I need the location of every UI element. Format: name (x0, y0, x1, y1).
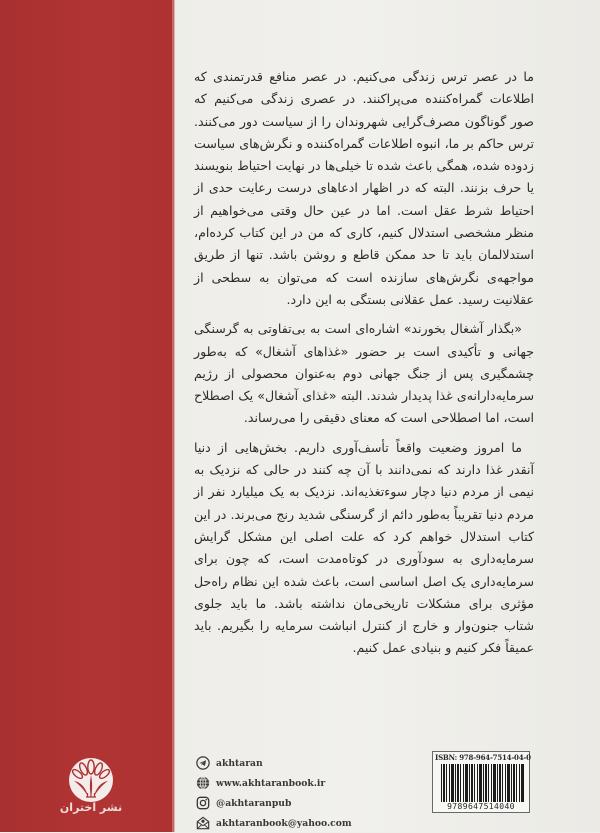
contact-instagram-label: @akhtaranpub (216, 797, 292, 809)
contact-telegram[interactable] (196, 753, 396, 773)
telegram-icon (196, 756, 210, 770)
globe-icon (196, 776, 210, 790)
email-icon (196, 816, 210, 830)
blurb-paragraph-2: «بگذار آشغال بخورند» اشاره‌ای است به بی‌تفاوتی به گرسنگی جهانی و تأکیدی است بر حضور «غذاهای آشغال» که به‌طور چشمگیری پس از جنگ جهانی دوم به‌عنوان محصولی از رژیم سرمایه‌دارانه‌ی غذا پدیدار شدند. البته «غذای آشغال» یک اصطلاح است، اما اصطلاحی است که معنای دقیقی را می‌رساند. (194, 321, 534, 426)
contact-telegram-label: akhtaran (216, 757, 263, 769)
publisher-logo-icon (68, 757, 114, 803)
barcode-bars (441, 764, 525, 802)
blurb-paragraph-1: ما در عصر ترس زندگی می‌کنیم. در عصر منافع قدرتمندی که اطلاعات گمراه‌کننده می‌پراکنند. در عصری زندگی می‌کنیم که صور گوناگون مصرف‌گرایی شهروندان را از سیاست دور می‌کنند. ترس حاکم بر ما، انبوه اطلاعات گمراه‌کننده و نگرش‌های سیاست زدوده شده، همگی باعث شده تا خیلی‌ها در نهایت احتیاط بنویسند یا حرف بزنند. البته که در اظهار ادعاهای درست رعایت حدی از احتیاط شرط عقل است. اما در عین حال وقتی می‌خواهیم از منظر مشخصی استدلال کنیم، کاری که من در این کتاب کرده‌ام، استدلالمان باید تا حد ممکن قاطع و روشن باشد. تنها از طریق مواجهه‌ی نگرش‌های سازنده است که می‌توان به سطحی از عقلانیت رسید. عمل عقلانی بستگی به این دارد. (194, 69, 534, 307)
contact-email[interactable] (196, 813, 396, 833)
back-cover-blurb (194, 66, 534, 660)
blurb-paragraph-3: ما امروز وضعیت واقعاً تأسف‌آوری داریم. بخش‌هایی از دنیا آنقدر غذا دارند که نمی‌دانند با آن چه کنند در حالی که نزدیک به نیمی از مردم دنیا دچار سوءتغذیه‌اند. نزدیک به یک میلیارد نفر از مردم دنیا تقریباً به‌طور دائم از گرسنگی شدید رنج می‌برند. در این کتاب استدلال خواهم کرد که علت اصلی این مشکل گرایش سرمایه‌داری به سودآوری در کوتاه‌مدت است، که چون برای سرمایه‌داری یک اصل اساسی است، باعث شده این نظام راه‌حل مؤثری برای مشکلات تاریخی‌مان نداشته باشد. ما باید جلوی شتاب جنون‌وار و خارج از کنترل انباشت سرمایه را بگیریم. باید عمیقاً فکر کنیم و بنیادی عمل کنیم. (194, 439, 534, 656)
contact-website-label: www.akhtaranbook.ir (216, 777, 326, 789)
contact-email-label: akhtaranbook@yahoo.com (216, 817, 352, 829)
publisher-contacts (196, 753, 396, 833)
band-edge-divider (172, 0, 175, 832)
instagram-icon (196, 796, 210, 810)
isbn-barcode (432, 751, 530, 813)
publisher-name: نشر اختران (59, 801, 123, 814)
contact-instagram[interactable] (196, 793, 396, 813)
red-side-band (0, 0, 174, 832)
barcode-digits: 9789647514040 (447, 802, 515, 811)
isbn-label: ISBN: 978-964-7514-04-0 (435, 753, 531, 762)
contact-website[interactable] (196, 773, 396, 793)
